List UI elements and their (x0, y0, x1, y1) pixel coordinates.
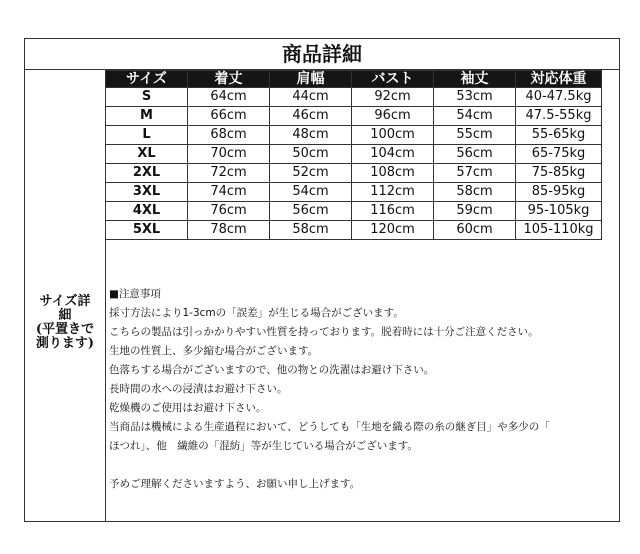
size-cell: M (106, 107, 188, 126)
value-cell: 85-95kg (516, 183, 602, 202)
side-label-line: サイズ詳 (39, 294, 91, 309)
table-row (106, 183, 602, 202)
table-row (106, 145, 602, 164)
note-line: 乾燥機のご使用はお避け下さい。 (109, 402, 267, 414)
value-cell: 95-105kg (516, 202, 602, 221)
value-cell: 78cm (188, 221, 270, 240)
value-cell: 116cm (352, 202, 434, 221)
table-row (106, 107, 602, 126)
size-cell: XL (106, 145, 188, 164)
value-cell: 66cm (188, 107, 270, 126)
table-row (106, 164, 602, 183)
value-cell: 56cm (270, 202, 352, 221)
value-cell: 53cm (434, 88, 516, 107)
value-cell: 44cm (270, 88, 352, 107)
side-label-line: (平置きで (35, 322, 95, 337)
note-line: こちらの製品は引っかかりやすい性質を持っております。脱着時には十分ご注意ください。 (109, 326, 539, 338)
table-row (106, 221, 602, 240)
header-sleeve: 袖丈 (434, 71, 516, 88)
value-cell: 64cm (188, 88, 270, 107)
size-cell: 5XL (106, 221, 188, 240)
size-cell: S (106, 88, 188, 107)
value-cell: 58cm (270, 221, 352, 240)
value-cell: 74cm (188, 183, 270, 202)
value-cell: 59cm (434, 202, 516, 221)
value-cell: 54cm (270, 183, 352, 202)
note-line: 採寸方法により1-3cmの「誤差」が生じる場合がございます。 (109, 307, 404, 319)
size-table-header (106, 71, 602, 88)
value-cell: 112cm (352, 183, 434, 202)
value-cell: 72cm (188, 164, 270, 183)
size-cell: 3XL (106, 183, 188, 202)
size-cell: 2XL (106, 164, 188, 183)
value-cell: 68cm (188, 126, 270, 145)
note-line: 長時間の水への浸漬はお避け下さい。 (109, 383, 288, 395)
note-line: 当商品は機械による生産過程において、どうしても「生地を織る際の糸の継ぎ目」や多少の「 (109, 421, 550, 433)
side-label (25, 295, 105, 351)
value-cell: 100cm (352, 126, 434, 145)
value-cell: 55-65kg (516, 126, 602, 145)
note-line: ほつれ」、他 繊維の「混紡」等が生じている場合がございます。 (109, 440, 418, 452)
value-cell: 75-85kg (516, 164, 602, 183)
value-cell: 120cm (352, 221, 434, 240)
value-cell: 47.5-55kg (516, 107, 602, 126)
note-line: 予めご理解くださいますよう、お願い申し上げます。 (109, 478, 361, 490)
value-cell: 50cm (270, 145, 352, 164)
value-cell: 48cm (270, 126, 352, 145)
value-cell: 65-75kg (516, 145, 602, 164)
size-cell: 4XL (106, 202, 188, 221)
value-cell: 92cm (352, 88, 434, 107)
notes-section (109, 285, 619, 494)
size-cell: L (106, 126, 188, 145)
value-cell: 70cm (188, 145, 270, 164)
value-cell: 55cm (434, 126, 516, 145)
value-cell: 60cm (434, 221, 516, 240)
value-cell: 52cm (270, 164, 352, 183)
value-cell: 46cm (270, 107, 352, 126)
value-cell: 54cm (434, 107, 516, 126)
header-size: サイズ (106, 71, 188, 88)
header-bust: バスト (352, 71, 434, 88)
value-cell: 76cm (188, 202, 270, 221)
table-row (106, 88, 602, 107)
value-cell: 57cm (434, 164, 516, 183)
table-row (106, 202, 602, 221)
note-line (109, 456, 619, 475)
value-cell: 40-47.5kg (516, 88, 602, 107)
value-cell: 104cm (352, 145, 434, 164)
value-cell: 56cm (434, 145, 516, 164)
product-detail-frame (24, 38, 620, 522)
note-line: ■注意事項 (109, 288, 161, 300)
value-cell: 108cm (352, 164, 434, 183)
value-cell: 58cm (434, 183, 516, 202)
size-table (105, 70, 602, 240)
header-length: 着丈 (188, 71, 270, 88)
note-line: 色落ちする場合がございますので、他の物との洗濯はお避け下さい。 (109, 364, 435, 376)
header-weight: 対応体重 (516, 71, 602, 88)
value-cell: 105-110kg (516, 221, 602, 240)
side-label-line: 細 (58, 308, 72, 323)
header-shoulder: 肩幅 (270, 71, 352, 88)
note-line: 生地の性質上、多少縮む場合がございます。 (109, 345, 319, 357)
value-cell: 96cm (352, 107, 434, 126)
page-title: 商品詳細 (25, 39, 619, 70)
table-row (106, 126, 602, 145)
side-label-line: 測ります) (35, 336, 95, 351)
side-label-column (25, 69, 106, 521)
